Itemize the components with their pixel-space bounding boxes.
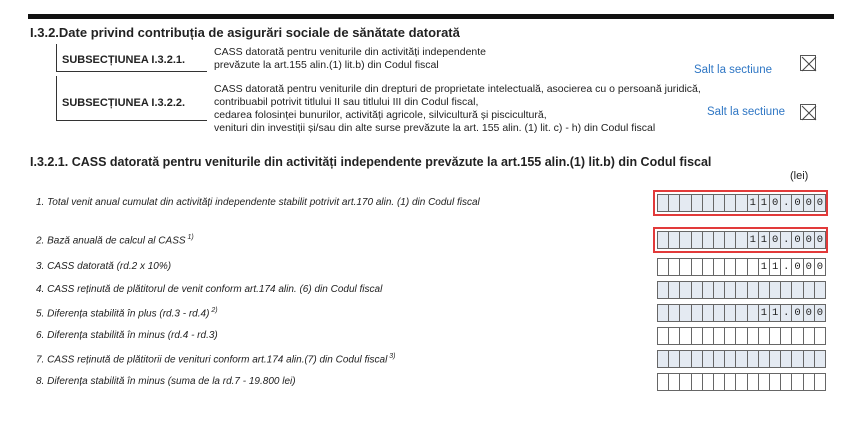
row-label-5: 5. Diferența stabilită în plus (rd.3 - rd.4) $^{2)}$ [36,307,218,320]
digit-cell: 1 [758,258,770,276]
digit-cell: 1 [747,194,759,212]
digit-cell: 0 [791,194,803,212]
digit-cell: . [780,304,792,322]
row-label-1: 1. Total venit anual cumulat din activități independente stabilit potrivit art.170 alin. (1) din Codul fiscal [36,197,480,208]
digit-cell: 0 [803,194,815,212]
subsection-code-1: SUBSECȚIUNEA I.3.2.1. [62,54,186,66]
value-field-8[interactable] [657,373,825,391]
subsection-321-title: I.3.2.1. CASS datorată pentru veniturile din activități independente prevăzute la art.155 alin.(1) lit.b) din Codul fiscal [30,155,712,169]
subsection-desc-1: CASS datorată pentru veniturile din activități independente prevăzute la art.155 alin.(1) lit.b) din Codul fiscal [214,46,487,71]
digit-cell: 1 [747,231,759,249]
digit-cell [814,327,826,345]
digit-cell: 0 [769,231,781,249]
digit-cell: 0 [791,304,803,322]
digit-cell: 0 [814,194,826,212]
x-mark-icon [801,105,817,121]
digit-cell: 0 [803,304,815,322]
salt-la-sectiune-link-1[interactable]: Salt la sectiune [694,64,772,76]
row-label-7: 7. CASS reținută de plătitorii de venituri conform art.174 alin.(7) din Codul fiscal $^{3)}$ [36,353,396,366]
digit-cell [814,350,826,368]
value-field-1[interactable] [657,194,825,212]
digit-cell: 1 [758,231,770,249]
row-label-2: 2. Bază anuală de calcul al CASS $^{1)}$ [36,234,194,247]
top-rule [28,14,834,19]
row-label-8: 8. Diferența stabilită în minus (suma de la rd.7 - 19.800 lei) [36,376,296,387]
digit-cell: 0 [791,258,803,276]
salt-la-sectiune-link-2[interactable]: Salt la sectiune [707,106,785,118]
value-field-7[interactable] [657,350,825,368]
row-label-3: 3. CASS datorată (rd.2 x 10%) [36,261,172,272]
subsection-checkbox-1[interactable] [800,55,816,71]
subsection-checkbox-2[interactable] [800,104,816,120]
digit-cell: . [780,231,792,249]
digit-cell: 1 [769,258,781,276]
subsection-code-2: SUBSECȚIUNEA I.3.2.2. [62,97,186,109]
digit-cell [814,281,826,299]
value-field-5[interactable] [657,304,825,322]
digit-cell: 1 [758,304,770,322]
digit-cell: . [780,258,792,276]
digit-cell: 0 [814,258,826,276]
section-title: I.3.2.Date privind contribuția de asigurări sociale de sănătate datorată [30,25,460,40]
digit-cell: 0 [769,194,781,212]
row-label-6: 6. Diferența stabilită în minus (rd.4 - rd.3) [36,330,218,341]
digit-cell: 0 [803,258,815,276]
x-mark-icon [801,56,817,72]
digit-cell: 1 [758,194,770,212]
digit-cell: 0 [803,231,815,249]
unit-label: (lei) [790,170,809,182]
digit-cell: 0 [814,304,826,322]
digit-cell: 1 [769,304,781,322]
value-field-6[interactable] [657,327,825,345]
subsection-desc-2: CASS datorată pentru veniturile din drepturi de proprietate intelectuală, asocierea cu o persoană juridică, contribuabil potrivit titlului II sau titlului III din Codul fiscal, cedarea folosinței bunurilor, activități agricole, silvicultură și piscicultură, venituri din investiții și/sau din alte surse prevăzute la art. 155 alin. (1) lit. c) - h) din Codul fiscal [214,83,701,134]
value-field-3[interactable] [657,258,825,276]
row-label-4: 4. CASS reținută de plătitorul de venit conform art.174 alin. (6) din Codul fiscal [36,284,383,295]
digit-cell [814,373,826,391]
value-field-4[interactable] [657,281,825,299]
digit-cell: 0 [814,231,826,249]
digit-cell: . [780,194,792,212]
digit-cell: 0 [791,231,803,249]
value-field-2[interactable] [657,231,825,249]
